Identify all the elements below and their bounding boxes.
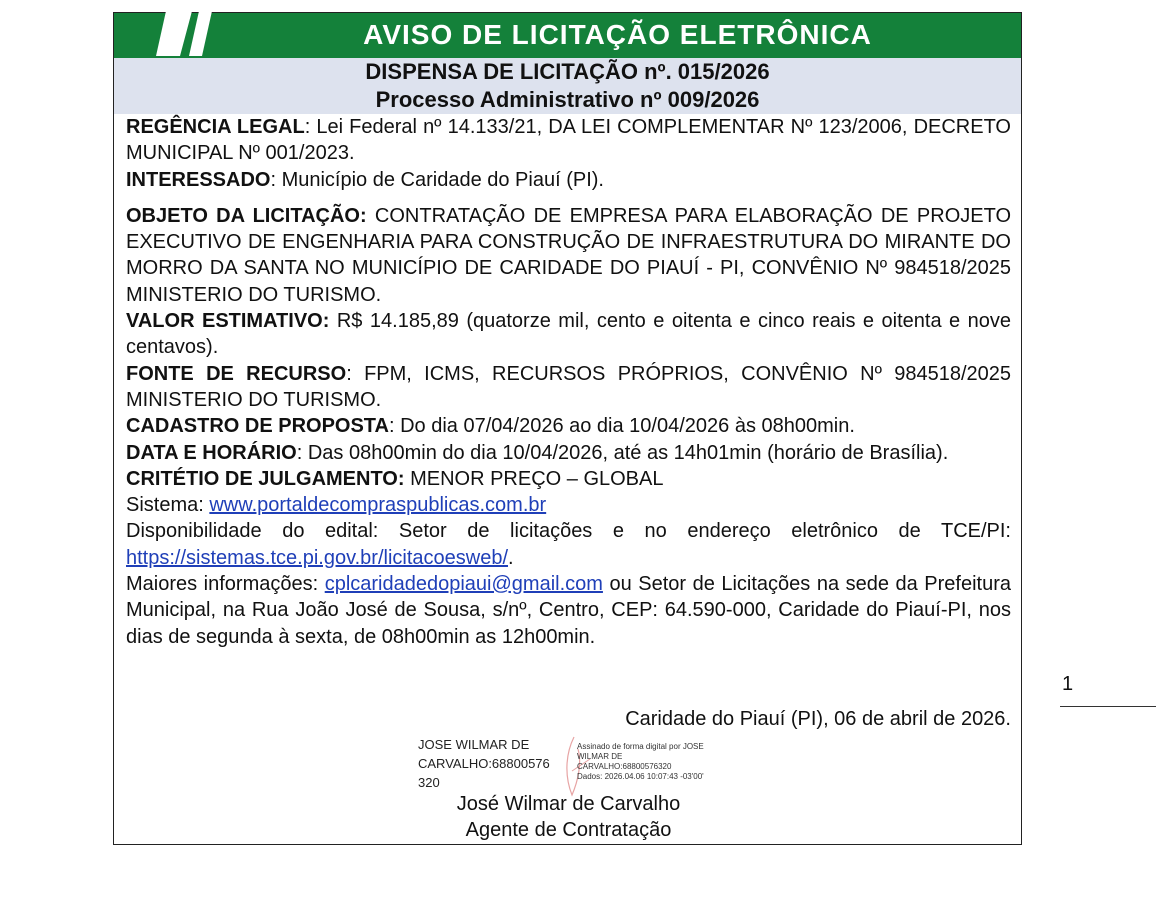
- city-date: Caridade do Piauí (PI), 06 de abril de 2026.: [625, 708, 1011, 730]
- fonte-paragraph: [126, 361, 1011, 414]
- signer-line-2: CARVALHO:68800576: [418, 756, 550, 771]
- notice-body: [126, 114, 1011, 650]
- criterio-paragraph: [126, 466, 1011, 492]
- info-text: ou Setor de Licitações na sede da Prefeitura Municipal, na Rua João José de Sousa, s/nº, Centro, CEP: 64.590-000, Caridade do Piauí-PI, nos dias de segunda à sexta, de 08h00min as 12h00min.: [126, 573, 1011, 648]
- signer-name: José Wilmar de Carvalho: [456, 793, 681, 815]
- notice-title: AVISO DE LICITAÇÃO ELETRÔNICA: [363, 19, 872, 50]
- sistema-label: Sistema:: [126, 494, 210, 517]
- regencia-paragraph: [126, 114, 1011, 167]
- edital-link[interactable]: https://sistemas.tce.pi.gov.br/licitacoesweb/: [126, 546, 509, 569]
- signer-line-3: 320: [418, 775, 440, 790]
- digital-signature-details: [577, 742, 747, 782]
- sistema-link[interactable]: www.portaldecompraspublicas.com.br: [209, 494, 547, 517]
- criterio-text: MENOR PREÇO – GLOBAL: [404, 467, 664, 490]
- sistema-paragraph: [126, 492, 1011, 518]
- fonte-text: : FPM, ICMS, RECURSOS PRÓPRIOS, CONVÊNIO Nº 984518/2025 MINISTERIO DO TURISMO.: [126, 362, 1011, 411]
- interessado-paragraph: [126, 167, 1011, 193]
- page-divider: [1060, 706, 1156, 707]
- logo-stripes-icon: [152, 11, 222, 60]
- fonte-label: FONTE DE RECURSO: [126, 362, 347, 385]
- licitacao-notice: [113, 12, 1022, 845]
- notice-subheader: [114, 58, 1021, 114]
- valor-text: R$ 14.185,89 (quatorze mil, cento e oitenta e cinco reais e oitenta e nove centavos).: [126, 310, 1011, 359]
- signer-role: Agente de Contratação: [465, 819, 672, 841]
- cadastro-paragraph: [126, 413, 1011, 439]
- info-email-link[interactable]: cplcaridadedopiaui@gmail.com: [324, 573, 603, 596]
- interessado-label: INTERESSADO: [126, 168, 271, 191]
- criterio-label: CRITÉTIO DE JULGAMENTO:: [126, 467, 405, 490]
- valor-paragraph: [126, 308, 1011, 361]
- digital-line-1: Assinado de forma digital por JOSE: [577, 742, 704, 751]
- valor-label: VALOR ESTIMATIVO:: [126, 310, 330, 333]
- page-number: 1: [1062, 673, 1074, 695]
- dispensa-number: DISPENSA DE LICITAÇÃO nº. 015/2026: [365, 59, 770, 84]
- info-paragraph: [126, 571, 1011, 650]
- objeto-label: OBJETO DA LICITAÇÃO:: [126, 204, 367, 227]
- data-horario-label: DATA E HORÁRIO: [126, 441, 297, 464]
- digital-line-4: Dados: 2026.04.06 10:07:43 -03'00': [577, 772, 704, 781]
- interessado-text: : Município de Caridade do Piauí (PI).: [270, 168, 604, 191]
- digital-line-2: WILMAR DE: [577, 752, 623, 761]
- info-label: Maiores informações:: [126, 573, 325, 596]
- objeto-paragraph: [126, 203, 1011, 308]
- signer-line-1: JOSE WILMAR DE: [418, 737, 530, 752]
- data-horario-text: : Das 08h00min do dia 10/04/2026, até as 14h01min (horário de Brasília).: [296, 441, 949, 464]
- digital-signer-name: [418, 735, 578, 792]
- data-horario-paragraph: [126, 440, 1011, 466]
- regencia-text: : Lei Federal nº 14.133/21, DA LEI COMPLEMENTAR Nº 123/2006, DECRETO MUNICIPAL Nº 001/2023.: [126, 116, 1011, 165]
- edital-end: .: [508, 546, 514, 569]
- processo-number: Processo Administrativo nº 009/2026: [375, 87, 760, 112]
- regencia-label: REGÊNCIA LEGAL: [126, 116, 305, 138]
- cadastro-label: CADASTRO DE PROPOSTA: [126, 415, 389, 438]
- notice-banner: [114, 13, 1021, 58]
- edital-paragraph: [126, 518, 1011, 571]
- cadastro-text: : Do dia 07/04/2026 ao dia 10/04/2026 às 08h00min.: [388, 415, 855, 438]
- edital-text: Disponibilidade do edital: Setor de licitações e no endereço eletrônico de TCE/PI:: [126, 520, 1011, 543]
- digital-line-3: CARVALHO:68800576320: [577, 762, 672, 771]
- objeto-text: CONTRATAÇÃO DE EMPRESA PARA ELABORAÇÃO DE PROJETO EXECUTIVO DE ENGENHARIA PARA CONSTRUÇÃO DE INFRAESTRUTURA DO MIRANTE DO MORRO DA SANTA NO MUNICÍPIO DE CARIDADE DO PIAUÍ - PI, CONVÊNIO Nº 984518/2025 MINISTERIO DO TURISMO.: [126, 204, 1012, 306]
